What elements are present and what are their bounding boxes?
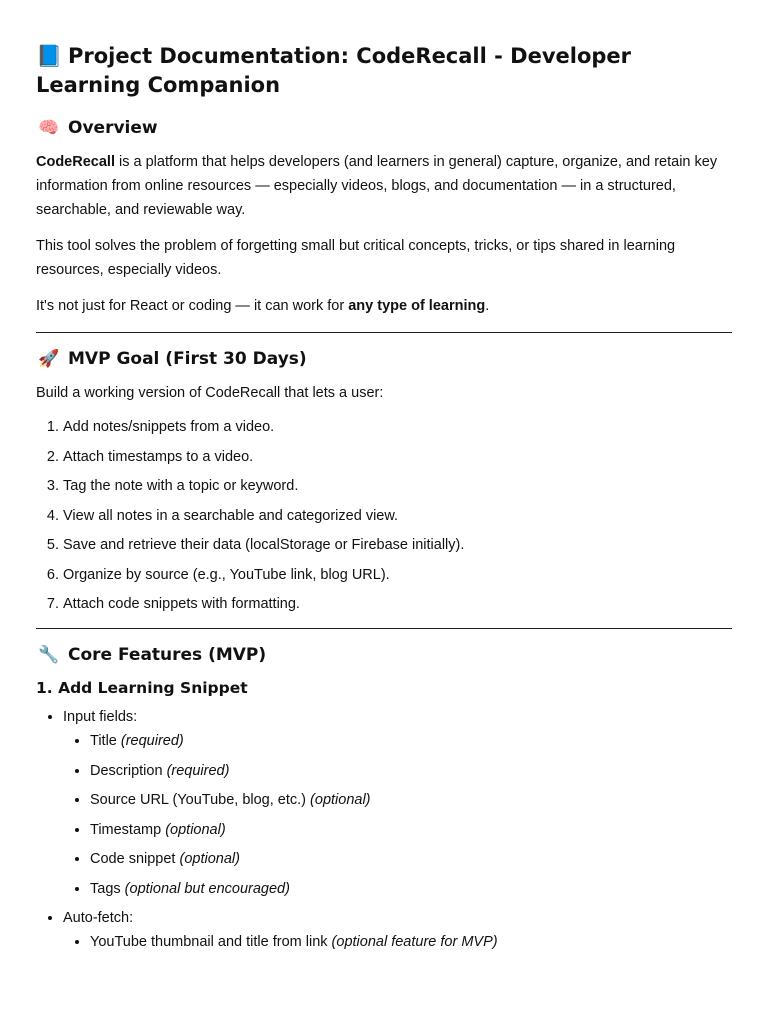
auto-fetch-list xyxy=(63,932,732,952)
field-note: (optional but encouraged) xyxy=(124,880,290,897)
list-item xyxy=(90,932,732,952)
overview-paragraph-2: This tool solves the problem of forgetting small but critical concepts, tricks, or tips shared in learning resources, especially videos. xyxy=(36,238,676,278)
auto-fetch-label: Auto-fetch: xyxy=(63,910,134,926)
feature-list xyxy=(36,707,732,952)
list-item: 4. View all notes in a searchable and categorized view. xyxy=(63,506,732,526)
brain-icon: 🧠 xyxy=(38,118,60,138)
field-note: (optional) xyxy=(179,851,240,867)
list-item: 2. Attach timestamps to a video. xyxy=(63,447,732,467)
field-name: Code snippet xyxy=(90,851,180,867)
field-note: (required) xyxy=(166,762,230,779)
list-item xyxy=(90,731,732,751)
blue-book-icon: 📘 xyxy=(36,44,63,68)
field-name: Title xyxy=(90,733,121,749)
field-note: (optional) xyxy=(165,821,226,838)
overview-paragraph-3-end: . xyxy=(485,298,490,314)
input-fields-list xyxy=(63,731,732,899)
overview-heading-text: Overview xyxy=(68,118,158,138)
list-item: 7. Attach code snippets with formatting. xyxy=(63,594,732,614)
overview-paragraph-1 xyxy=(36,150,732,222)
list-item xyxy=(90,849,732,869)
rocket-icon: 🚀 xyxy=(38,349,60,369)
field-note: (optional feature for MVP) xyxy=(331,934,498,950)
overview-heading xyxy=(36,116,732,140)
field-name: Source URL (YouTube, blog, etc.) xyxy=(90,792,311,808)
list-item: 1. Add notes/snippets from a video. xyxy=(63,417,732,437)
field-name: Timestamp xyxy=(90,821,166,838)
add-snippet-heading-text: Add Learning Snippet xyxy=(58,679,248,697)
page-title-text: Project Documentation: CodeRecall - Developer Learning Companion xyxy=(36,44,632,97)
field-name: Tags xyxy=(90,880,125,897)
list-item-input-fields xyxy=(63,707,732,899)
list-item: 6. Organize by source (e.g., YouTube link, blog URL). xyxy=(63,565,732,585)
field-name: YouTube thumbnail and title from link xyxy=(90,934,332,950)
overview-paragraph-1-text: is a platform that helps developers (and learners in general) capture, organize, and retain key information from online resources — especially videos, blogs, and documentation — in a structured, searchable, and reviewable way. xyxy=(36,154,718,218)
list-item xyxy=(90,790,732,810)
mvp-goal-list xyxy=(36,417,732,614)
mvp-heading xyxy=(36,347,732,371)
add-snippet-heading xyxy=(36,677,732,699)
wrench-icon: 🔧 xyxy=(38,645,60,665)
core-features-heading xyxy=(36,643,732,667)
list-item: 5. Save and retrieve their data (localStorage or Firebase initially). xyxy=(63,535,732,555)
overview-paragraph-3-start: It's not just for React or coding — it can work for xyxy=(36,298,349,314)
input-fields-label: Input fields: xyxy=(63,709,138,725)
divider xyxy=(36,332,732,333)
list-item xyxy=(90,761,732,781)
overview-paragraph-3-bold: any type of learning xyxy=(348,298,486,314)
list-item-auto-fetch xyxy=(63,908,732,952)
mvp-intro: Build a working version of CodeRecall that lets a user: xyxy=(36,385,384,401)
list-item: 3. Tag the note with a topic or keyword. xyxy=(63,476,732,496)
page-title xyxy=(36,42,732,100)
add-snippet-number: 1. xyxy=(36,679,59,697)
field-note: (optional) xyxy=(310,792,371,808)
core-features-heading-text: Core Features (MVP) xyxy=(68,645,267,665)
divider xyxy=(36,628,732,629)
product-name: CodeRecall xyxy=(36,154,115,170)
field-note: (required) xyxy=(120,733,184,749)
overview-paragraph-3 xyxy=(36,294,732,318)
list-item xyxy=(90,820,732,840)
field-name: Description xyxy=(90,762,167,779)
mvp-heading-text: MVP Goal (First 30 Days) xyxy=(68,349,307,369)
list-item xyxy=(90,879,732,899)
